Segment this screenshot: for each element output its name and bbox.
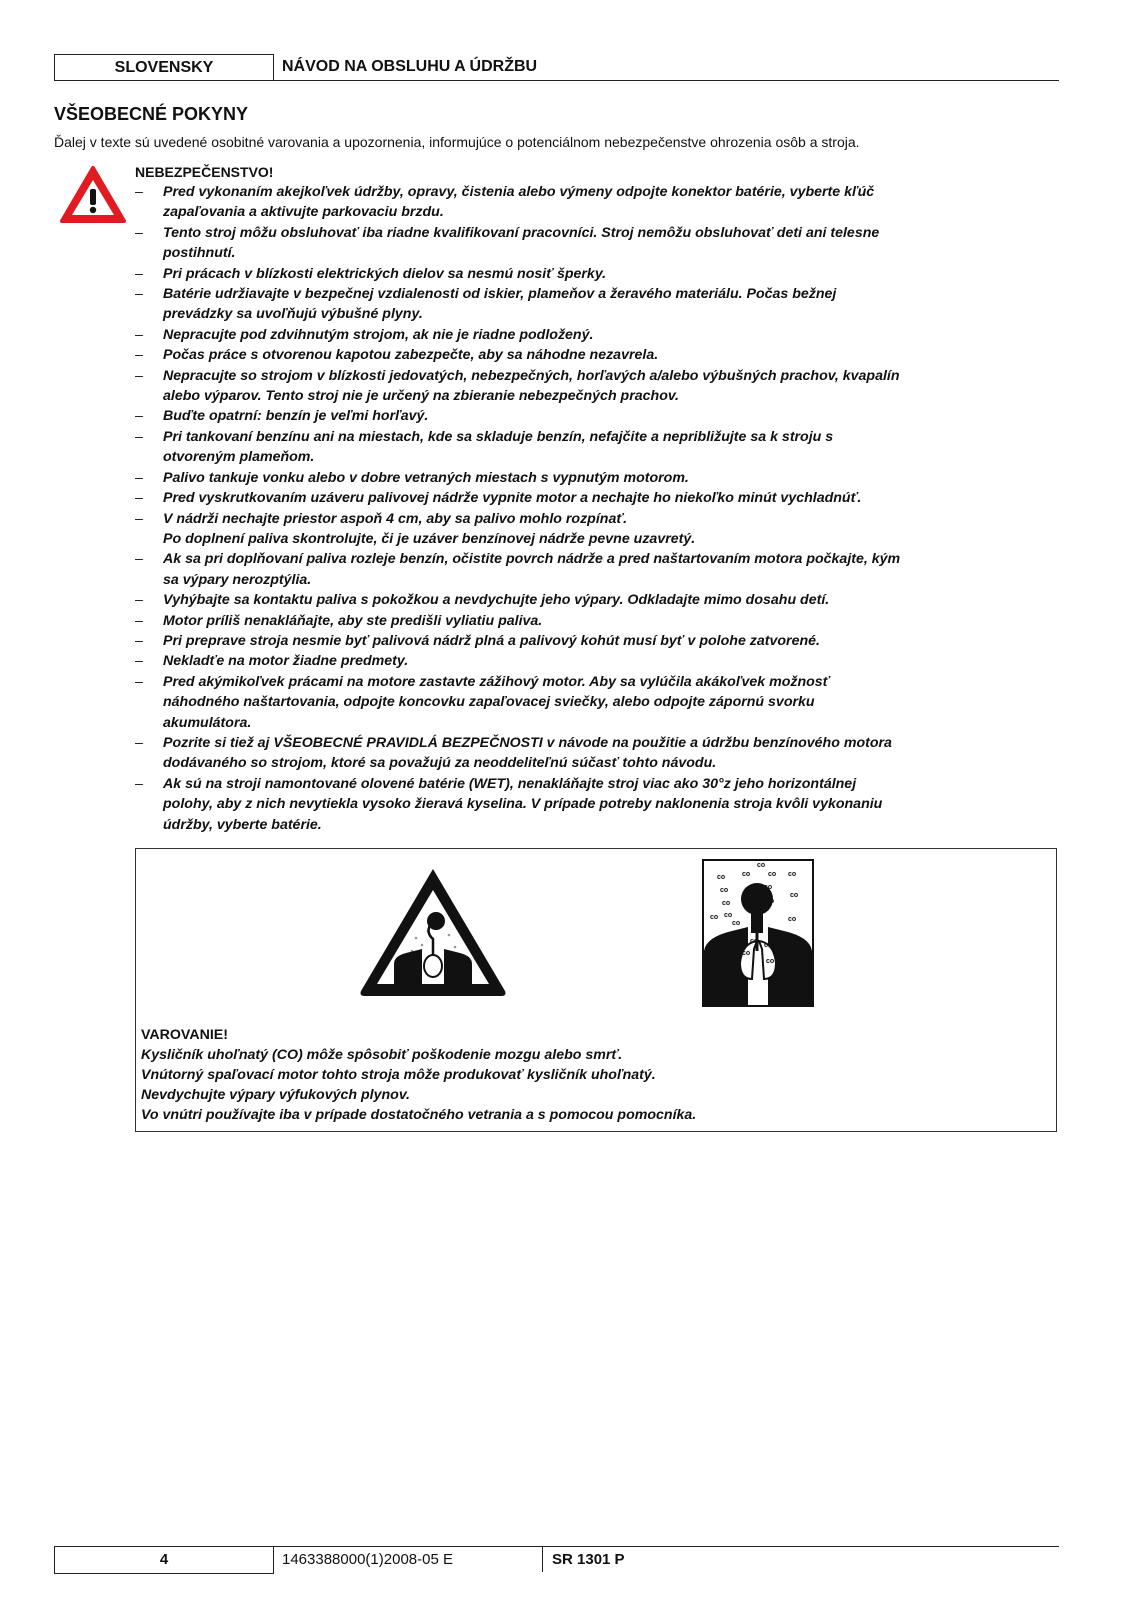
co-mark: co xyxy=(742,950,751,957)
danger-item xyxy=(135,733,1055,774)
manual-title: NÁVOD NA OBSLUHU A ÚDRŽBU xyxy=(282,58,538,75)
dash-bullet: – xyxy=(135,510,143,527)
danger-item-line: Buďte opatrní: benzín je veľmi horľavý. xyxy=(163,408,429,425)
dash-bullet: – xyxy=(135,734,143,751)
section-intro: Ďalej v texte sú uvedené osobitné varovania a upozornenia, informujúce o potenciálnom nebezpečenstve ohrozenia osôb a stroja. xyxy=(54,134,860,150)
danger-item xyxy=(135,672,1055,733)
danger-item xyxy=(135,549,1055,590)
co-mark: co xyxy=(788,916,797,923)
danger-item-line: polohy, aby z nich nevytiekla vysoko žieravá kyselina. V prípade potreby naklonenia stroja kvôli vykonaniu xyxy=(163,796,883,813)
page-header xyxy=(54,54,1059,81)
danger-item-line: Motor príliš nenakláňajte, aby ste predišli vyliatiu paliva. xyxy=(163,612,543,629)
warning-line: Vnútorný spaľovací motor tohto stroja môže produkovať kysličník uhoľnatý. xyxy=(141,1067,656,1083)
co-mark: co xyxy=(750,938,759,945)
co-mark: co xyxy=(724,912,733,919)
section-title: VŠEOBECNÉ POKYNY xyxy=(54,104,249,124)
danger-item-line: Nepracujte so strojom v blízkosti jedovatých, nebezpečných, horľavých a/alebo výbušných prachov, kvapalín xyxy=(163,367,900,384)
footer-separator xyxy=(542,1546,543,1572)
co-mark: co xyxy=(766,898,775,905)
danger-item-line: otvoreným plameňom. xyxy=(163,449,315,466)
danger-item xyxy=(135,631,1055,651)
danger-item-line: Nepracujte pod zdvihnutým strojom, ak nie je riadne podložený. xyxy=(163,326,594,343)
dash-bullet: – xyxy=(135,286,143,303)
co-warning-text xyxy=(141,1025,1041,1125)
danger-item-line: alebo výparov. Tento stroj nie je určený na zbieranie nebezpečných prachov. xyxy=(163,388,679,405)
warning-heading: VAROVANIE! xyxy=(141,1027,228,1043)
danger-item xyxy=(135,468,1055,488)
co-mark: co xyxy=(757,862,766,869)
page-number: 4 xyxy=(54,1546,274,1574)
co-mark: co xyxy=(742,871,751,878)
page-footer xyxy=(54,1546,1059,1574)
dash-bullet: – xyxy=(135,265,143,282)
danger-item-line: prevádzky sa uvoľňujú výbušné plyny. xyxy=(163,306,423,323)
danger-item-line: Počas práce s otvorenou kapotou zabezpečte, aby sa náhodne nezavrela. xyxy=(163,347,659,364)
danger-item xyxy=(135,611,1055,631)
dash-bullet: – xyxy=(135,490,143,507)
danger-item xyxy=(135,284,1055,325)
danger-item xyxy=(135,182,1055,223)
warning-line: Kysličník uhoľnatý (CO) môže spôsobiť poškodenie mozgu alebo smrť. xyxy=(141,1047,623,1063)
danger-item-line: V nádrži nechajte priestor aspoň 4 cm, aby sa palivo mohlo rozpínať. xyxy=(163,510,628,527)
dash-bullet: – xyxy=(135,653,143,670)
danger-item-line: údržby, vyberte batérie. xyxy=(163,816,322,833)
dash-bullet: – xyxy=(135,428,143,445)
co-mark: co xyxy=(764,884,773,891)
danger-item-line: náhodného naštartovania, odpojte koncovku zapaľovacej sviečky, alebo odpojte zápornú svorku xyxy=(163,694,815,711)
danger-item-line: Palivo tankuje vonku alebo v dobre vetraných miestach s vypnutým motorom. xyxy=(163,469,689,486)
danger-item-line: Ak sa pri doplňovaní paliva rozleje benzín, očistite povrch nádrže a pred naštartovaním motora počkajte, kým xyxy=(163,551,901,568)
dash-bullet: – xyxy=(135,184,143,200)
document-code: 1463388000(1)2008-05 E xyxy=(282,1551,453,1568)
danger-item xyxy=(135,264,1055,284)
danger-item xyxy=(135,488,1055,508)
danger-item-line: Pozrite si tiež aj VŠEOBECNÉ PRAVIDLÁ BEZPEČNOSTI v návode na použitie a údržbu benzínového motora xyxy=(163,734,892,751)
danger-heading: NEBEZPEČENSTVO! xyxy=(135,164,274,180)
co-mark: co xyxy=(732,920,741,927)
danger-item-line: Pred vykonaním akejkoľvek údržby, opravy, čistenia alebo výmeny odpojte konektor batérie, vyberte kľúč xyxy=(163,184,875,200)
language-label: SLOVENSKY xyxy=(54,54,274,81)
dash-bullet: – xyxy=(135,224,143,241)
danger-item-line: Pred vyskrutkovaním uzáveru palivovej nádrže vypnite motor a nechajte ho niekoľko minút vychladnúť. xyxy=(163,490,862,507)
warning-line: Nevdychujte výpary výfukových plynov. xyxy=(141,1087,410,1103)
dash-bullet: – xyxy=(135,632,143,649)
co-mark: co xyxy=(720,887,729,894)
danger-item xyxy=(135,590,1055,610)
danger-item-line: Pri tankovaní benzínu ani na miestach, kde sa skladuje benzín, nefajčite a nepribližujte sa k stroju s xyxy=(163,428,834,445)
danger-item-line: Vyhýbajte sa kontaktu paliva s pokožkou a nevdychujte jeho výpary. Odkladajte mimo dosahu detí. xyxy=(163,592,830,609)
danger-item-line: Pred akýmikoľvek prácami na motore zastavte zážihový motor. Aby sa vylúčila akákoľvek možnosť xyxy=(163,673,830,690)
co-mark: co xyxy=(790,970,799,977)
danger-item-line: Pri preprave stroja nesmie byť palivová nádrž plná a palivový kohút musí byť v polohe zatvorené. xyxy=(163,632,820,649)
header-rule xyxy=(272,80,1059,81)
co-mark: co xyxy=(788,871,797,878)
danger-section xyxy=(135,162,1055,835)
danger-item xyxy=(135,366,1055,407)
dash-bullet: – xyxy=(135,592,143,609)
danger-item-line: Batérie udržiavajte v bezpečnej vzdialenosti od iskier, plameňov a žeravého materiálu. Počas bežnej xyxy=(163,286,837,303)
danger-item xyxy=(135,509,1055,550)
danger-item-line: Pri prácach v blízkosti elektrických dielov sa nesmú nosiť šperky. xyxy=(163,265,607,282)
danger-item-line: Ak sú na stroji namontované olovené batérie (WET), nenakláňajte stroj viac ako 30°z jeho horizontálnej xyxy=(163,775,857,792)
danger-list xyxy=(135,182,1055,835)
co-mark: co xyxy=(722,900,731,907)
dash-bullet: – xyxy=(135,673,143,690)
danger-item-line: zapaľovania a aktivujte parkovaciu brzdu. xyxy=(163,204,444,221)
danger-item xyxy=(135,325,1055,345)
dash-bullet: – xyxy=(135,408,143,425)
danger-item xyxy=(135,651,1055,671)
co-mark: co xyxy=(714,970,723,977)
danger-item xyxy=(135,345,1055,365)
dash-bullet: – xyxy=(135,612,143,629)
danger-item-line: dodávaného so strojom, ktoré sa považujú za neoddeliteľnú súčasť tohto návodu. xyxy=(163,755,717,772)
danger-item xyxy=(135,774,1055,835)
dash-bullet: – xyxy=(135,551,143,568)
dash-bullet: – xyxy=(135,367,143,384)
toxic-gas-hazard-icon xyxy=(356,863,510,1001)
danger-item-line: akumulátora. xyxy=(163,714,252,731)
danger-item-line: sa výpary nerozptýlia. xyxy=(163,571,312,588)
dash-bullet: – xyxy=(135,347,143,364)
danger-item-line: Po doplnení paliva skontrolujte, či je uzáver benzínovej nádrže pevne uzavretý. xyxy=(163,530,696,547)
co-mark: co xyxy=(764,942,773,949)
danger-warning-icon xyxy=(58,164,128,226)
danger-item xyxy=(135,223,1055,264)
danger-item xyxy=(135,406,1055,426)
co-mark: co xyxy=(790,892,799,899)
carbon-monoxide-icon xyxy=(702,859,814,1007)
danger-item-line: postihnutí. xyxy=(163,245,236,262)
warning-line: Vo vnútri používajte iba v prípade dostatočného vetrania a s pomocou pomocníka. xyxy=(141,1107,697,1123)
model-name: SR 1301 P xyxy=(552,1551,625,1568)
danger-item-line: Tento stroj môžu obsluhovať iba riadne kvalifikovaní pracovníci. Stroj nemôžu obsluhovať deti ani telesne xyxy=(163,224,880,241)
dash-bullet: – xyxy=(135,775,143,792)
co-mark: co xyxy=(710,914,719,921)
co-mark: co xyxy=(766,958,775,965)
co-warning-box xyxy=(135,848,1057,1132)
danger-item-line: Nekladťe na motor žiadne predmety. xyxy=(163,653,409,670)
co-mark: co xyxy=(768,871,777,878)
dash-bullet: – xyxy=(135,469,143,486)
co-mark: co xyxy=(717,874,726,881)
dash-bullet: – xyxy=(135,326,143,343)
danger-item xyxy=(135,427,1055,468)
